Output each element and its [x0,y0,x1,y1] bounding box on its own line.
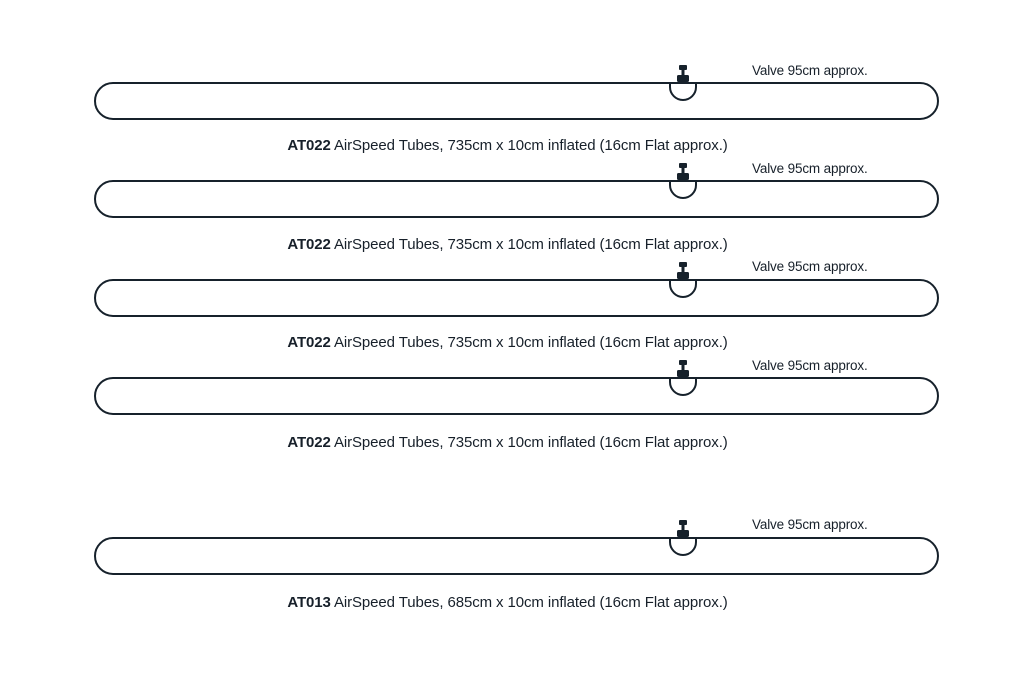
tube-code: AT013 [287,594,331,611]
tube-body [94,377,939,415]
valve-label: Valve 95cm approx. [752,517,868,532]
valve-icon [664,64,702,106]
tube-caption [0,594,1015,611]
tube-description: AirSpeed Tubes, 735cm x 10cm inflated (16cm Flat approx.) [334,434,728,451]
tube-description: AirSpeed Tubes, 735cm x 10cm inflated (16cm Flat approx.) [334,334,728,351]
tube-body [94,537,939,575]
valve-icon [664,519,702,561]
tube-code: AT022 [287,434,331,451]
tube-body [94,279,939,317]
tube-description: AirSpeed Tubes, 735cm x 10cm inflated (16cm Flat approx.) [334,236,728,253]
valve-label: Valve 95cm approx. [752,161,868,176]
valve-icon [664,359,702,401]
tube-caption [0,434,1015,451]
tube-description: AirSpeed Tubes, 685cm x 10cm inflated (16cm Flat approx.) [334,594,728,611]
tube-body [94,82,939,120]
tube-code: AT022 [287,236,331,253]
valve-icon [664,162,702,204]
valve-label: Valve 95cm approx. [752,259,868,274]
tube-caption [0,334,1015,351]
tube-code: AT022 [287,137,331,154]
tube-body [94,180,939,218]
tube-caption [0,137,1015,154]
tube-description: AirSpeed Tubes, 735cm x 10cm inflated (16cm Flat approx.) [334,137,728,154]
valve-label: Valve 95cm approx. [752,358,868,373]
tube-caption [0,236,1015,253]
tube-code: AT022 [287,334,331,351]
valve-icon [664,261,702,303]
valve-label: Valve 95cm approx. [752,63,868,78]
